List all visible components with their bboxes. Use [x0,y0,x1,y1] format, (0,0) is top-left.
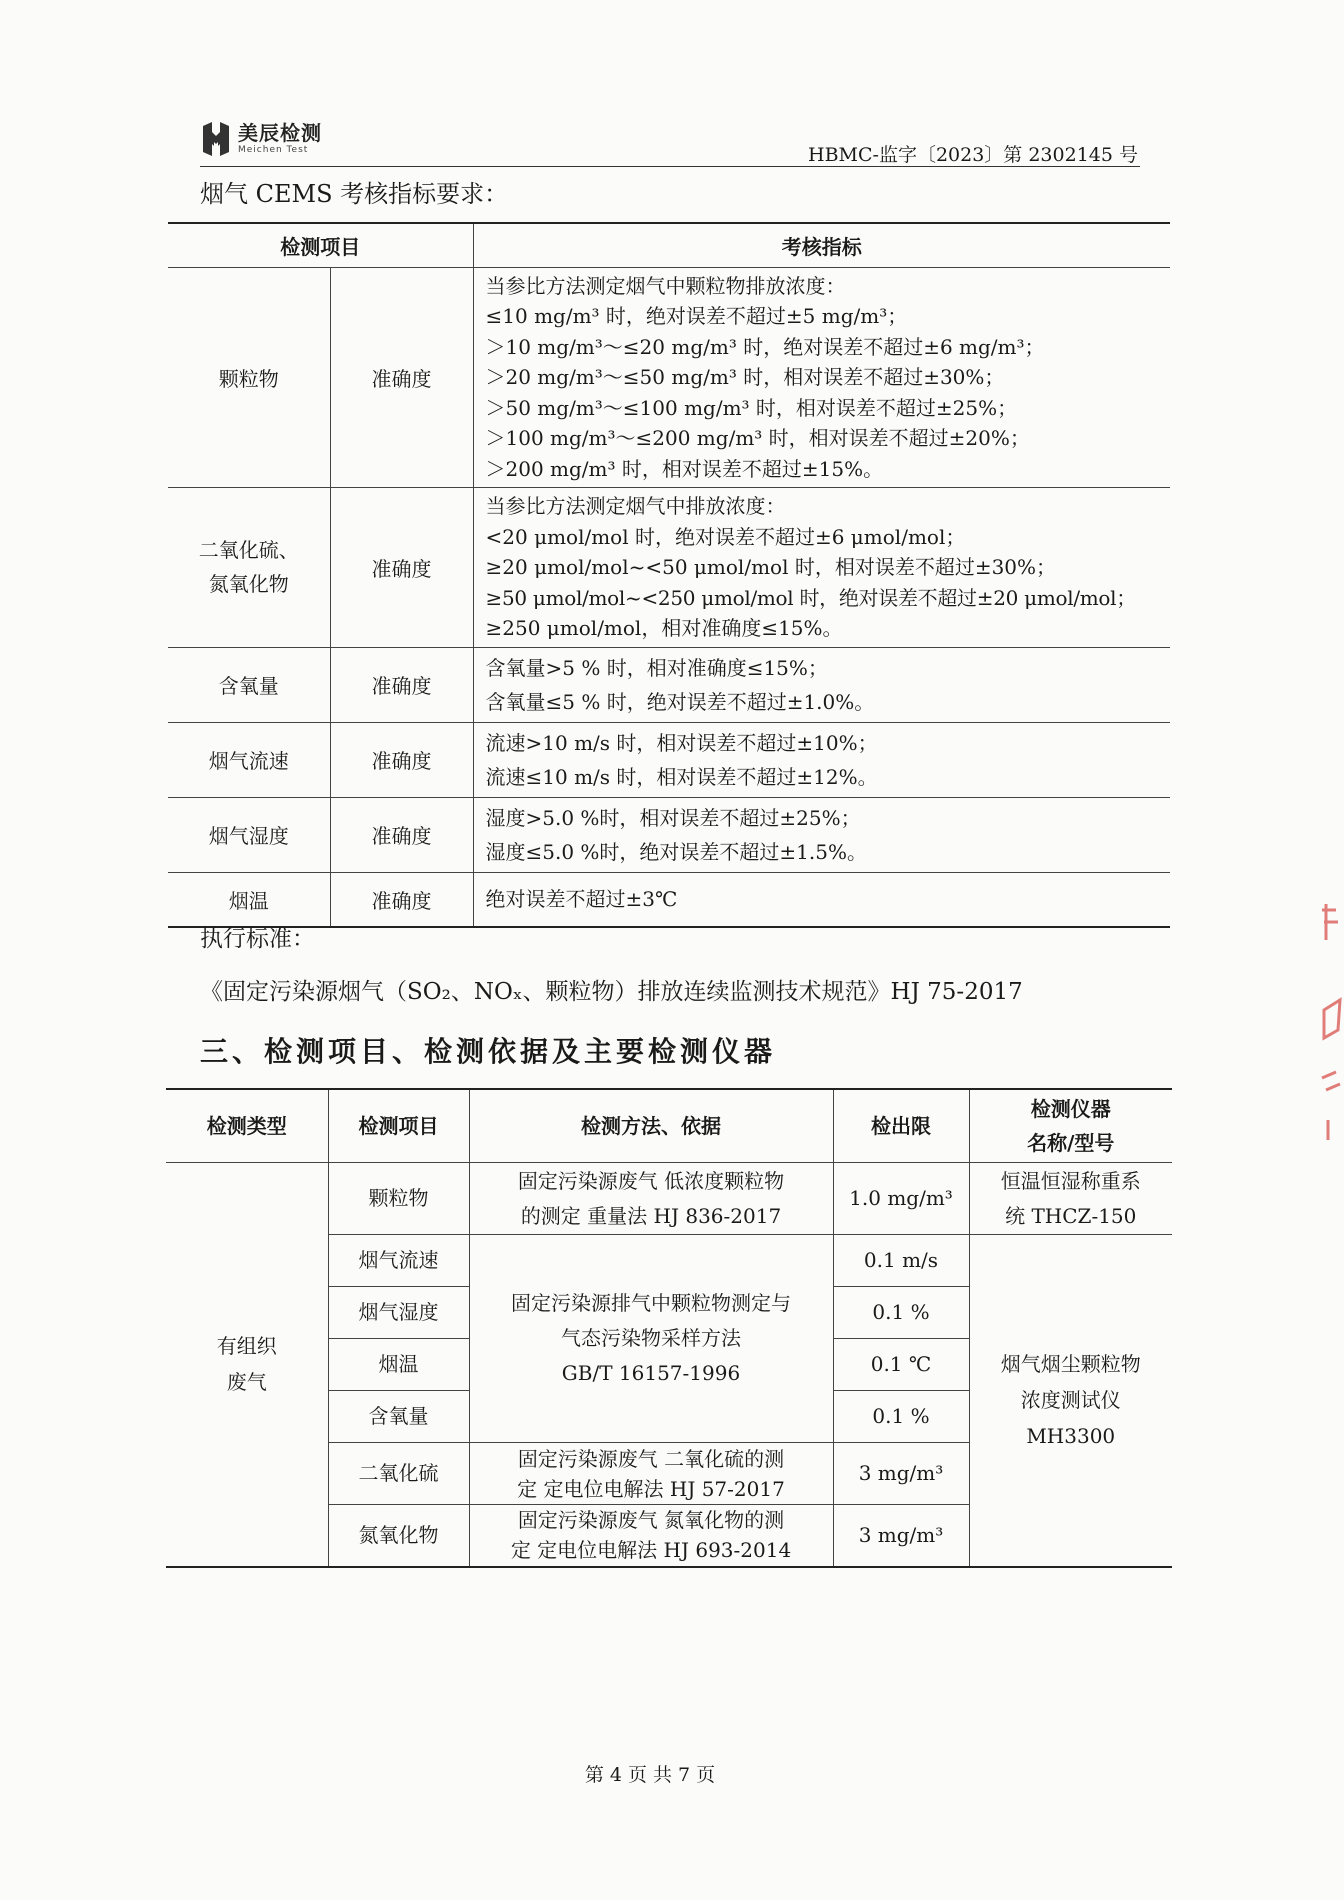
indicator-line: 流速>10 m/s 时，相对误差不超过±10%； [485,730,878,755]
method-cell [469,1443,833,1505]
row-type: 准确度 [330,797,473,872]
header-divider [200,166,1140,167]
row-indicator [473,797,1170,872]
indicator-line: ≥250 μmol/mol，相对准确度≤15%。 [485,616,843,640]
table-row [168,488,1170,648]
row-type: 准确度 [330,488,473,648]
row-indicator [473,267,1170,488]
category-line: 废气 [226,1370,267,1395]
header-instrument-line: 名称/型号 [1027,1131,1115,1155]
header-type: 检测类型 [166,1089,328,1163]
method-line: 定 定电位电解法 HJ 57-2017 [517,1476,785,1501]
row-indicator [473,488,1170,648]
row-indicator [473,722,1170,797]
indicator-line: 当参比方法测定烟气中排放浓度： [485,494,786,518]
header-method: 检测方法、依据 [469,1089,833,1163]
limit-cell: 3 mg/m³ [833,1505,969,1567]
indicator-line: ＞20 mg/m³～≤50 mg/m³ 时，相对误差不超过±30%； [485,365,1005,389]
limit-cell: 0.1 % [833,1391,969,1443]
item-cell: 烟温 [328,1339,469,1391]
instrument-cell [969,1163,1172,1235]
indicator-line: ＞100 mg/m³～≤200 mg/m³ 时，相对误差不超过±20%； [485,426,1030,450]
item-cell: 颗粒物 [328,1163,469,1235]
method-line: 的测定 重量法 HJ 836-2017 [520,1203,782,1228]
table-row [168,267,1170,488]
instrument-line: 统 THCZ-150 [1005,1203,1137,1228]
header-item: 检测项目 [168,223,473,267]
table-row [168,797,1170,872]
limit-cell: 3 mg/m³ [833,1443,969,1505]
item-cell: 氮氧化物 [328,1505,469,1567]
item-cell: 烟气湿度 [328,1287,469,1339]
instrument-line: MH3300 [1026,1424,1116,1449]
cems-indicator-table [168,222,1170,928]
indicator-line: 当参比方法测定烟气中颗粒物排放浓度： [485,273,846,298]
item-cell: 二氧化硫 [328,1443,469,1505]
method-cell [469,1505,833,1567]
cems-section-title: 烟气 CEMS 考核指标要求： [200,180,509,208]
method-line: 气态污染物采样方法 [561,1326,741,1350]
method-cell [469,1163,833,1235]
row-item: 烟气湿度 [168,797,330,872]
category-cell [166,1163,328,1567]
item-line: 氮氧化物 [208,572,289,597]
indicator-line: ＞50 mg/m³～≤100 mg/m³ 时，相对误差不超过±25%； [485,395,1018,420]
logo-cn-text: 美辰检测 [238,121,322,145]
limit-cell: 0.1 m/s [833,1235,969,1287]
standard-text: 《固定污染源烟气（SO₂、NOₓ、颗粒物）排放连续监测技术规范》HJ 75-2017 [200,979,1023,1005]
test-items-table [166,1088,1172,1568]
indicator-line: <20 μmol/mol 时，绝对误差不超过±6 μmol/mol； [485,524,966,549]
indicator-line: 含氧量≤5 % 时，绝对误差不超过±1.0%。 [485,689,875,714]
indicator-line: ＞10 mg/m³～≤20 mg/m³ 时，绝对误差不超过±6 mg/m³； [485,334,1045,359]
row-item: 烟气流速 [168,722,330,797]
company-logo [200,117,322,161]
row-item: 含氧量 [168,647,330,722]
method-line: 定 定电位电解法 HJ 693-2014 [510,1538,792,1563]
row-item: 烟温 [168,872,330,927]
indicator-line: ≥50 μmol/mol~<250 μmol/mol 时，绝对误差不超过±20 μmol/mol； [485,585,1136,610]
row-item [168,488,330,648]
item-line: 二氧化硫、 [198,538,299,563]
method-line: GB/T 16157-1996 [561,1361,741,1385]
method-line: 固定污染源废气 低浓度颗粒物 [517,1168,785,1193]
indicator-line: ≤10 mg/m³ 时，绝对误差不超过±5 mg/m³； [485,304,908,328]
row-indicator [473,872,1170,927]
table-row [168,647,1170,722]
report-number: HBMC-监字〔2023〕第 2302145 号 [808,144,1138,166]
limit-cell: 0.1 ℃ [833,1339,969,1391]
header-instrument-line: 检测仪器 [1030,1097,1111,1121]
indicator-line: 流速≤10 m/s 时，相对误差不超过±12%。 [485,764,878,789]
page-footer: 第 4 页 共 7 页 [584,1764,716,1786]
seal-stamp-icon [1316,900,1344,1150]
header-limit: 检出限 [833,1089,969,1163]
row-type: 准确度 [330,872,473,927]
item-cell: 含氧量 [328,1391,469,1443]
method-line: 固定污染源废气 二氧化硫的测 [517,1446,785,1471]
limit-cell: 0.1 % [833,1287,969,1339]
row-item: 颗粒物 [168,267,330,488]
indicator-line: ＞200 mg/m³ 时，相对误差不超过±15%。 [485,456,884,481]
header-item: 检测项目 [328,1089,469,1163]
method-line: 固定污染源排气中颗粒物测定与 [511,1291,791,1315]
row-type: 准确度 [330,722,473,797]
item-cell: 烟气流速 [328,1235,469,1287]
table-row [166,1163,1172,1235]
table-row [168,872,1170,927]
method-cell [469,1235,833,1443]
indicator-line: 湿度≤5.0 %时，绝对误差不超过±1.5%。 [485,839,867,864]
method-line: 固定污染源废气 氮氧化物的测 [517,1508,785,1533]
category-line: 有组织 [216,1334,277,1359]
logo-en-text: Meichen Test [238,145,309,155]
indicator-line: 含氧量>5 % 时，相对准确度≤15%； [485,655,828,680]
instrument-line: 烟气烟尘颗粒物 [1000,1352,1141,1377]
section3-title: 三、检测项目、检测依据及主要检测仪器 [200,1035,777,1068]
row-type: 准确度 [330,267,473,488]
logo-mark-icon [200,120,232,158]
indicator-line: 绝对误差不超过±3℃ [485,887,678,911]
indicator-line: ≥20 μmol/mol~<50 μmol/mol 时，相对误差不超过±30%； [485,555,1057,579]
standard-label: 执行标准： [200,926,315,952]
header-indicator: 考核指标 [473,223,1170,267]
limit-cell: 1.0 mg/m³ [833,1163,969,1235]
instrument-line: 浓度测试仪 [1020,1388,1121,1413]
indicator-line: 湿度>5.0 %时，相对误差不超过±25%； [485,805,861,830]
row-type: 准确度 [330,647,473,722]
header-instrument [969,1089,1172,1163]
row-indicator [473,647,1170,722]
table-row [168,722,1170,797]
instrument-cell [969,1235,1172,1567]
instrument-line: 恒温恒湿称重系 [1000,1168,1141,1193]
